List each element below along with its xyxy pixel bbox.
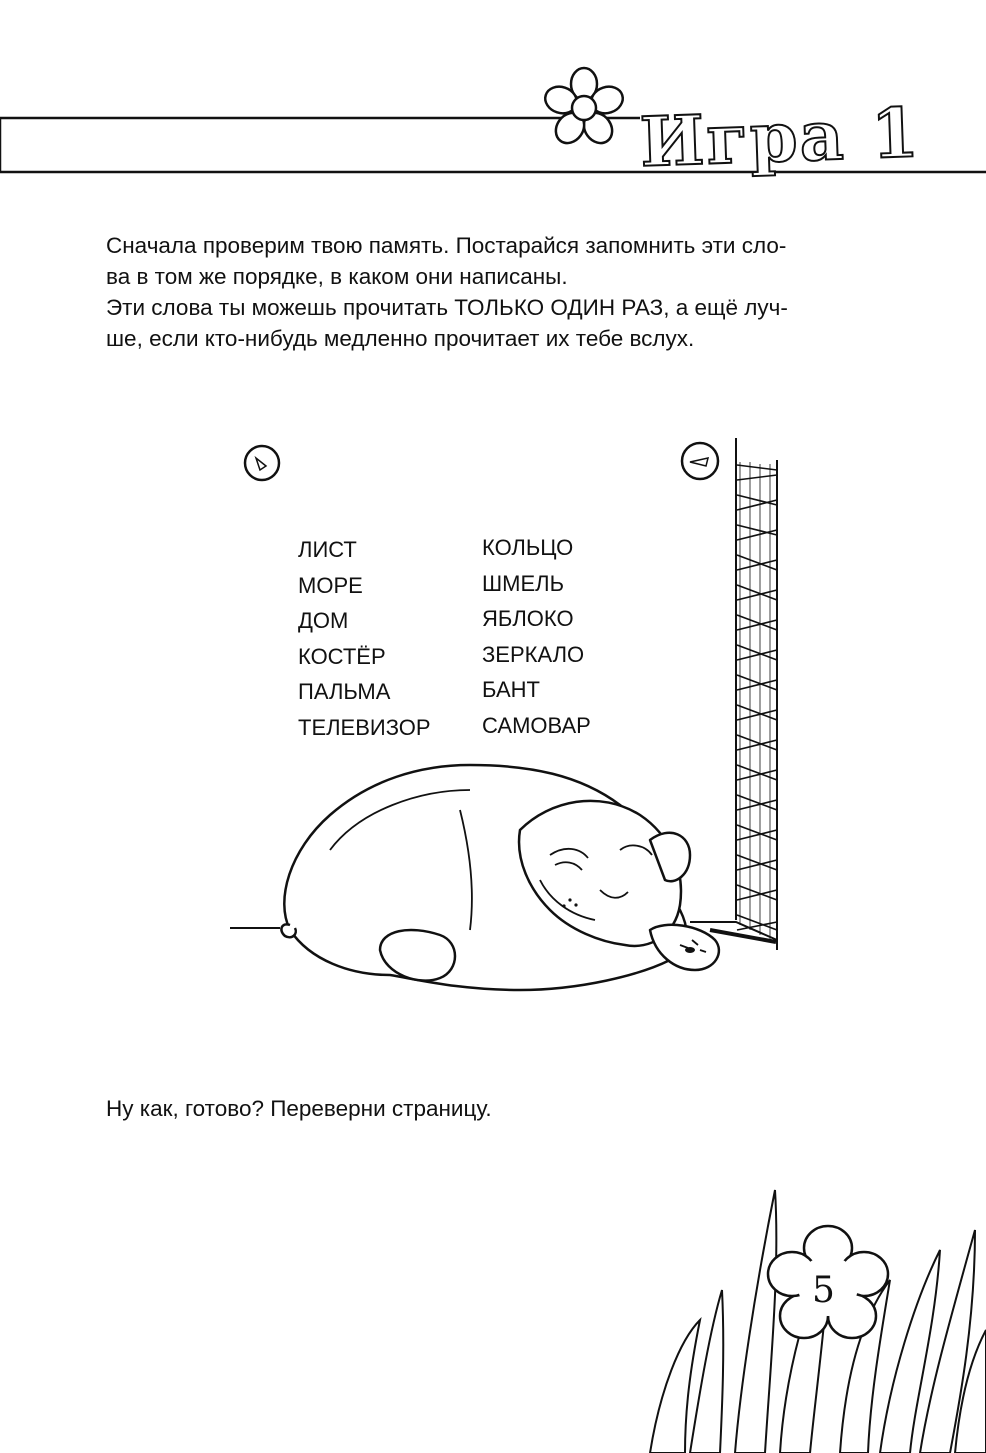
word-item: ТЕЛЕВИЗОР	[298, 714, 431, 740]
word-item: МОРЕ	[298, 572, 363, 598]
page-number: 5	[812, 1270, 835, 1311]
word-item: БАНТ	[482, 677, 540, 702]
word-item: ЛИСТ	[298, 537, 357, 562]
intro-text	[106, 230, 906, 354]
word-list-left	[298, 532, 431, 745]
grass-decoration	[640, 1170, 986, 1453]
wall-hatching	[737, 460, 777, 950]
intro-line: Эти слова ты можешь прочитать ТОЛЬКО ОДИН РАЗ, а ещё луч-	[106, 295, 788, 320]
word-item: ШМЕЛЬ	[482, 570, 565, 596]
word-item: ЯБЛОКО	[482, 606, 574, 631]
word-item: ЗЕРКАЛО	[482, 641, 585, 667]
pin-icon	[245, 446, 279, 480]
word-list-right	[482, 530, 591, 743]
intro-line: ше, если кто-нибудь медленно прочитает их тебе вслух.	[106, 326, 695, 351]
word-item: САМОВАР	[482, 712, 591, 738]
intro-line: ва в том же порядке, в каком они написаны.	[106, 264, 568, 289]
word-item: ПАЛЬМА	[298, 679, 391, 704]
word-item: КОСТЁР	[298, 643, 386, 669]
game-title: Игра 1	[638, 93, 922, 183]
word-item: ДОМ	[298, 608, 349, 633]
footer-instruction: Ну как, готово? Переверни страницу.	[106, 1096, 492, 1121]
pin-icon	[682, 443, 718, 479]
dog-body	[281, 765, 719, 990]
word-item: КОЛЬЦО	[482, 535, 574, 560]
flower-icon	[542, 68, 626, 149]
intro-line: Сначала проверим твою память. Постарайся запомнить эти сло-	[106, 233, 787, 258]
